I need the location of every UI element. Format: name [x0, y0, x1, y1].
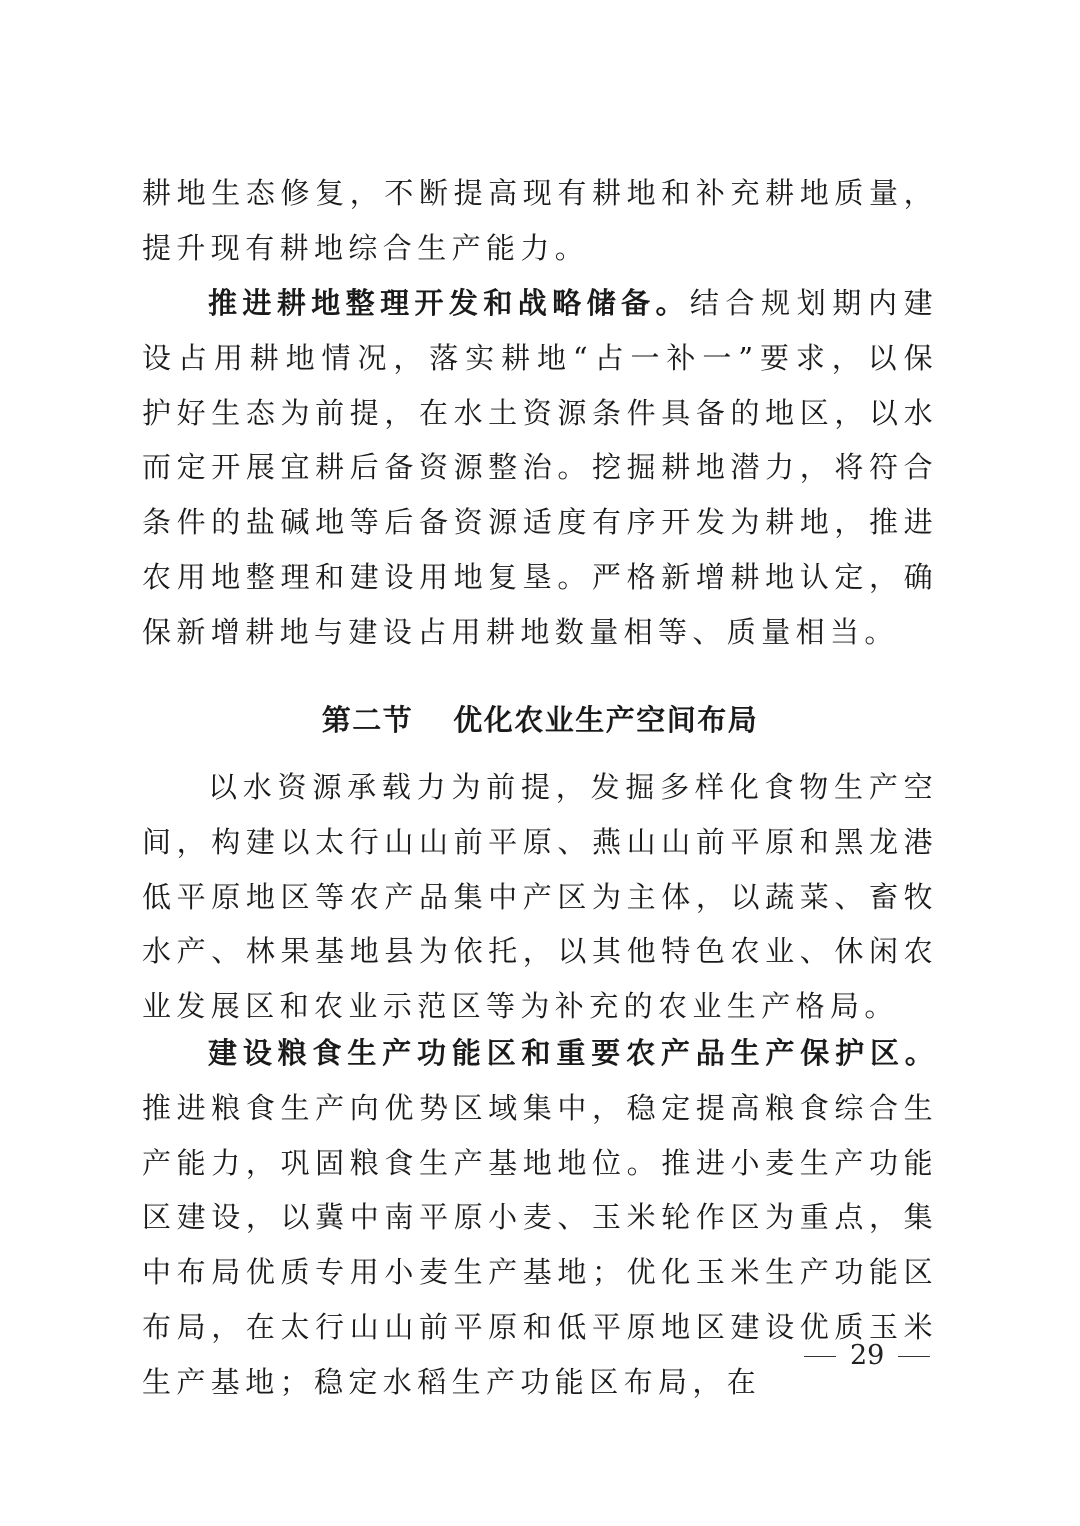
paragraph-agricultural-layout: 以水资源承载力为前提，发掘多样化食物生产空间，构建以太行山山前平原、燕山山前平原和黑龙港低平原地区等农产品集中产区为主体，以蔬菜、畜牧水产、林果基地县为依托，以其他特色农业、休闲农业发展区和农业示范区等为补充的农业生产格局。 — [142, 770, 938, 1024]
footer-dash-left — [804, 1356, 836, 1357]
section-heading — [142, 696, 938, 744]
paragraph-lead-heading: 建设粮食生产功能区和重要农产品生产保护区。 — [208, 1036, 938, 1070]
paragraph-lead-heading: 推进耕地整理开发和战略储备。 — [208, 286, 690, 320]
paragraph-body: 推进粮食生产向优势区域集中，稳定提高粮食综合生产能力，巩固粮食生产基地地位。推进小麦生产功能区建设，以冀中南平原小麦、玉米轮作区为重点，集中布局优质专用小麦生产基地；优化玉米生产功能区布局，在太行山山前平原和低平原地区建设优质玉米生产基地；稳定水稻生产功能区布局，在 — [142, 1090, 938, 1399]
section-number: 第二节 — [321, 703, 414, 737]
page-number: 29 — [850, 1340, 885, 1371]
section-title: 优化农业生产空间布局 — [453, 703, 759, 737]
paragraph-farmland-reserve — [142, 276, 938, 660]
paragraph-body: 结合规划期内建设占用耕地情况，落实耕地“占一补一”要求，以保护好生态为前提，在水土资源条件具备的地区，以水而定开展宜耕后备资源整治。挖掘耕地潜力，将符合条件的盐碱地等后备资源适度有序开发为耕地，推进农用地整理和建设用地复垦。严格新增耕地认定，确保新增耕地与建设占用耕地数量相等、质量相当。 — [142, 286, 938, 649]
page-footer — [790, 1338, 940, 1374]
paragraph-continuation: 耕地生态修复，不断提高现有耕地和补充耕地质量，提升现有耕地综合生产能力。 — [142, 176, 938, 265]
footer-dash-right — [898, 1356, 930, 1357]
